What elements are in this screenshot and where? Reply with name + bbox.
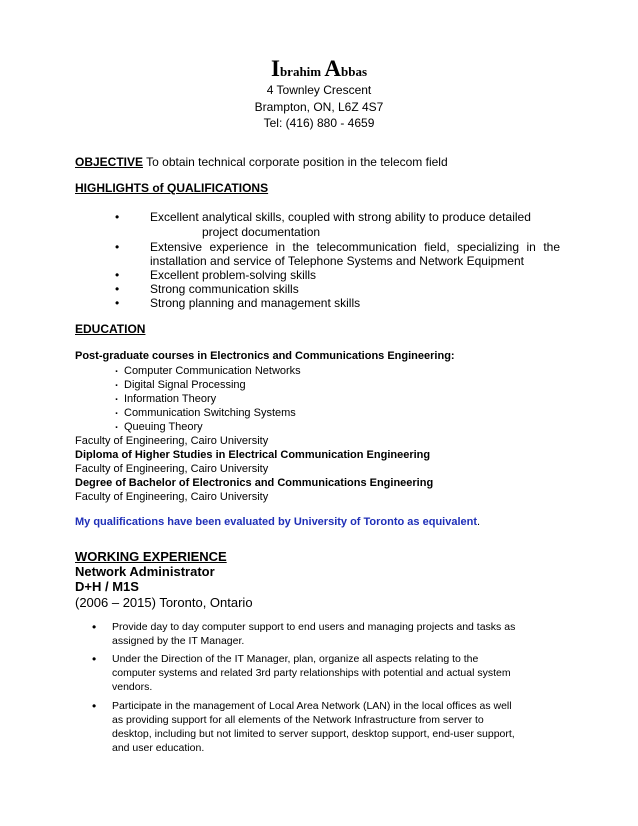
course-item: Information Theory [124,393,217,405]
highlight-bullet: • [115,296,120,310]
highlight-bullet: • [115,210,120,224]
course-bullet: . [115,363,119,375]
telephone: Tel: (416) 880 - 4659 [263,116,375,130]
highlight-item-2-line-1: Extensive experience in the telecommunication field, specializing in the [150,240,560,254]
highlight-item-4: Strong communication skills [150,282,299,296]
candidate-name [0,56,638,82]
faculty-line: Faculty of Engineering, Cairo University [75,463,269,475]
first-name-rest: brahim [279,64,322,79]
highlight-bullet: • [115,282,120,296]
objective-heading: OBJECTIVE [75,155,144,169]
work-item-1-line-1: Provide day to day computer support to end users and managing projects and tasks as [112,621,516,633]
course-item: Digital Signal Processing [124,379,246,391]
work-heading: WORKING EXPERIENCE [75,549,227,564]
work-item-3-line-1: Participate in the management of Local Area Network (LAN) in the local offices as well [112,700,512,712]
course-item: Communication Switching Systems [124,407,296,419]
work-item-2-line-2: computer systems and related 3rd party relationships with potential and actual system [112,667,511,679]
highlight-item-1-line-1: Excellent analytical skills, coupled with strong ability to produce detailed [150,210,531,224]
highlight-item-1-line-2: project documentation [202,225,321,239]
work-bullet: • [92,699,97,713]
course-bullet: . [115,391,119,403]
highlight-bullet: • [115,240,120,254]
work-item-3-line-3: desktop, including but not limited to server support, desktop support, end-user support, [112,728,515,740]
work-bullet: • [92,652,97,666]
highlights-heading: HIGHLIGHTS of QUALIFICATIONS [75,181,269,195]
faculty-line: Faculty of Engineering, Cairo University [75,435,269,447]
work-item-3-line-4: and user education. [112,742,205,754]
objective-line [75,155,448,169]
highlight-item-3: Excellent problem-solving skills [150,268,317,282]
work-bullet: • [92,620,97,634]
address-line-1: 4 Townley Crescent [266,83,372,97]
course-item: Queuing Theory [124,421,203,433]
course-bullet: . [115,377,119,389]
evaluation-note [75,516,480,528]
education-heading: EDUCATION [75,322,146,336]
address-line-2: Brampton, ON, L6Z 4S7 [254,100,384,114]
course-bullet: . [115,405,119,417]
work-item-1-line-2: assigned by the IT Manager. [112,635,245,647]
company-name: D+H / M1S [75,579,139,594]
evaluation-text: My qualifications have been evaluated by University of Toronto as equivalent [75,516,478,528]
faculty-line: Faculty of Engineering, Cairo University [75,491,269,503]
objective-text: To obtain technical corporate position in the telecom field [143,155,448,169]
diploma-line: Diploma of Higher Studies in Electrical Communication Engineering [75,449,431,461]
course-item: Computer Communication Networks [124,365,301,377]
work-item-3-line-2: as providing support for all elements of the Network Infrastructure from server to [112,714,484,726]
course-bullet: . [115,419,119,431]
last-name-rest: bbas [340,64,368,79]
degree-line: Degree of Bachelor of Electronics and Communications Engineering [75,477,434,489]
work-item-2-line-1: Under the Direction of the IT Manager, plan, organize all aspects relating to the [112,653,479,665]
first-name-initial: I [270,56,280,81]
last-name-initial: A [324,56,341,81]
postgrad-heading: Post-graduate courses in Electronics and Communications Engineering: [75,350,455,362]
job-period: (2006 – 2015) Toronto, Ontario [75,595,253,610]
highlight-item-5: Strong planning and management skills [150,296,361,310]
highlight-item-2-line-2: installation and service of Telephone Systems and Network Equipment [150,254,524,268]
highlight-bullet: • [115,268,120,282]
evaluation-period: . [477,516,481,528]
work-item-2-line-3: vendors. [112,681,153,693]
job-title: Network Administrator [75,564,215,579]
